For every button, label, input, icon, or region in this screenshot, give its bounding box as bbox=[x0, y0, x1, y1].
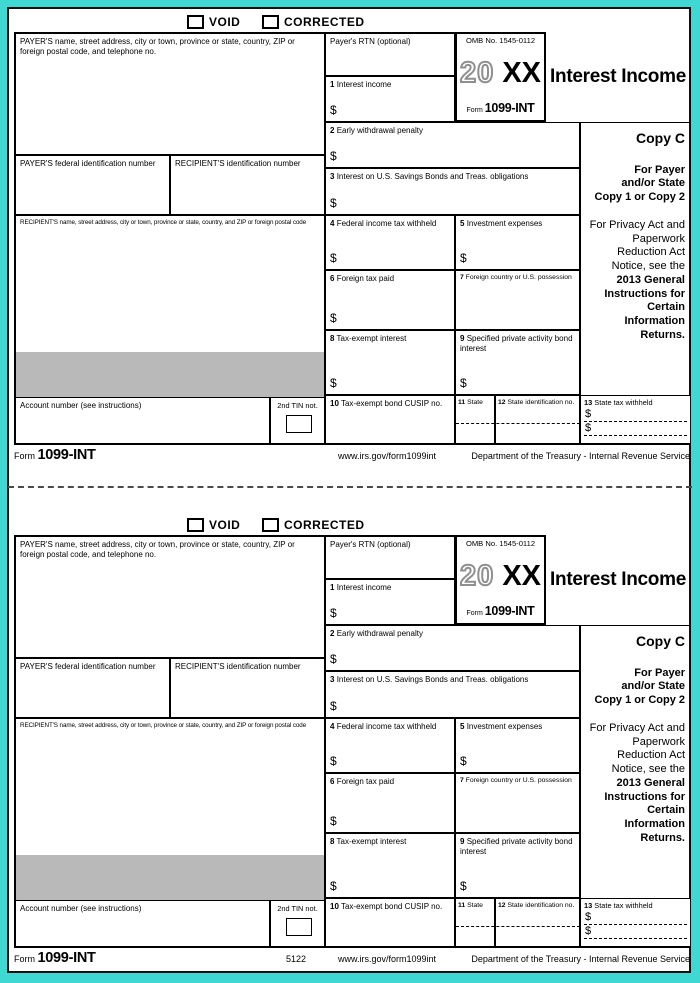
box3-number: 3 bbox=[330, 675, 335, 684]
box9-number: 9 bbox=[460, 334, 465, 343]
box13-label: State tax withheld bbox=[594, 901, 653, 910]
dollar-sign: $ bbox=[585, 421, 592, 434]
box1-label: Interest income bbox=[336, 583, 392, 592]
payer-rtn-field[interactable] bbox=[325, 535, 455, 579]
dollar-sign: $ bbox=[330, 754, 337, 769]
recipient-id-label: RECIPIENT'S identification number bbox=[175, 662, 301, 671]
shaded-bar bbox=[14, 855, 325, 900]
void-checkbox[interactable] bbox=[187, 518, 204, 532]
box1-number: 1 bbox=[330, 583, 335, 592]
state-tax-amount-row-1[interactable] bbox=[584, 911, 687, 925]
box12-state-id-field[interactable] bbox=[495, 898, 580, 948]
box10-number: 10 bbox=[330, 902, 339, 911]
footer-form-word: Form bbox=[14, 451, 35, 461]
box12-state-id-field[interactable] bbox=[495, 395, 580, 445]
box5-investment-expenses-field[interactable] bbox=[455, 215, 580, 270]
dollar-sign: $ bbox=[460, 251, 467, 266]
box12-number: 12 bbox=[498, 902, 506, 909]
account-number-field[interactable] bbox=[14, 900, 270, 948]
second-tin-label: 2nd TIN not. bbox=[277, 401, 318, 410]
recipient-id-field[interactable] bbox=[170, 658, 325, 718]
footer-department: Department of the Treasury - Internal Revenue Service bbox=[471, 451, 690, 461]
dollar-sign: $ bbox=[330, 376, 337, 391]
box13-number: 13 bbox=[584, 398, 593, 407]
void-label: VOID bbox=[209, 15, 241, 29]
void-checkbox[interactable] bbox=[187, 15, 204, 29]
second-tin-checkbox[interactable] bbox=[286, 415, 312, 433]
box10-cusip-field[interactable] bbox=[325, 395, 455, 445]
box9-label: Specified private activity bond interest bbox=[460, 334, 573, 354]
recipient-id-field[interactable] bbox=[170, 155, 325, 215]
payer-name-field[interactable] bbox=[14, 535, 325, 658]
box7-foreign-country-field[interactable] bbox=[455, 773, 580, 833]
privacy-note-bold: 2013 General Instructions for Certain Information Returns. bbox=[604, 273, 685, 341]
box9-private-activity-bond-field[interactable] bbox=[455, 330, 580, 395]
box4-number: 4 bbox=[330, 219, 335, 228]
omb-year-box bbox=[455, 32, 546, 122]
box5-number: 5 bbox=[460, 219, 465, 228]
dollar-sign: $ bbox=[330, 103, 337, 118]
box5-label: Investment expenses bbox=[466, 219, 543, 228]
box3-savings-bonds-field[interactable] bbox=[325, 671, 580, 718]
corrected-checkbox[interactable] bbox=[262, 518, 279, 532]
footer-department: Department of the Treasury - Internal Revenue Service bbox=[471, 954, 690, 964]
box7-label: Foreign country or U.S. possession bbox=[465, 274, 572, 281]
dollar-sign: $ bbox=[330, 606, 337, 621]
footer-form-number bbox=[14, 950, 96, 966]
box9-private-activity-bond-field[interactable] bbox=[455, 833, 580, 898]
box10-label: Tax-exempt bond CUSIP no. bbox=[340, 399, 443, 408]
box6-foreign-tax-field[interactable] bbox=[325, 773, 455, 833]
year-xx: XX bbox=[502, 559, 541, 592]
payer-name-label: PAYER'S name, street address, city or town, province or state, country, ZIP or foreign postal code, and telephone no. bbox=[20, 37, 295, 57]
box1-label: Interest income bbox=[336, 80, 392, 89]
recipient-name-label: RECIPIENT'S name, street address, city or town, province or state, country, and ZIP or foreign postal code bbox=[20, 219, 307, 226]
account-number-label: Account number (see instructions) bbox=[20, 904, 142, 913]
box6-number: 6 bbox=[330, 777, 335, 786]
recipient-id-label: RECIPIENT'S identification number bbox=[175, 159, 301, 168]
print-code: 5122 bbox=[286, 954, 307, 964]
omb-number: OMB No. 1545-0112 bbox=[465, 539, 536, 548]
privacy-act-note bbox=[585, 219, 685, 343]
box4-number: 4 bbox=[330, 722, 335, 731]
box13-number: 13 bbox=[584, 901, 593, 910]
box9-number: 9 bbox=[460, 837, 465, 846]
dollar-sign: $ bbox=[585, 910, 592, 923]
dollar-sign: $ bbox=[460, 754, 467, 769]
footer-form-word: Form bbox=[14, 954, 35, 964]
box5-investment-expenses-field[interactable] bbox=[455, 718, 580, 773]
dollar-sign: $ bbox=[460, 879, 467, 894]
box11-state-field[interactable] bbox=[455, 395, 495, 445]
state-row-dashed-line bbox=[456, 926, 580, 927]
box12-number: 12 bbox=[498, 399, 506, 406]
box6-label: Foreign tax paid bbox=[336, 274, 395, 283]
box6-foreign-tax-field[interactable] bbox=[325, 270, 455, 330]
box4-label: Federal income tax withheld bbox=[336, 722, 437, 731]
copy-info-column bbox=[580, 625, 690, 898]
dollar-sign: $ bbox=[330, 196, 337, 211]
payer-fid-label: PAYER'S federal identification number bbox=[20, 662, 156, 671]
dollar-sign: $ bbox=[460, 376, 467, 391]
state-tax-amount-row-2[interactable] bbox=[584, 925, 687, 939]
box8-label: Tax-exempt interest bbox=[336, 334, 407, 343]
copy-c-label: Copy C bbox=[636, 633, 685, 649]
cut-line-dashed-separator bbox=[8, 486, 692, 488]
box6-label: Foreign tax paid bbox=[336, 777, 395, 786]
dollar-sign: $ bbox=[585, 407, 592, 420]
form-title bbox=[546, 535, 690, 625]
form-title-text: Interest Income bbox=[550, 65, 686, 87]
state-row-dashed-line bbox=[456, 423, 580, 424]
for-payer-line-2: and/or State bbox=[621, 680, 685, 693]
recipient-name-field[interactable] bbox=[14, 215, 325, 352]
payer-name-field[interactable] bbox=[14, 32, 325, 155]
form-number: 1099-INT bbox=[484, 100, 535, 115]
shaded-bar bbox=[14, 352, 325, 397]
form-word: Form bbox=[466, 106, 483, 114]
void-label: VOID bbox=[209, 518, 241, 532]
for-payer-note bbox=[585, 667, 685, 707]
for-payer-line-1: For Payer bbox=[634, 667, 685, 680]
box10-cusip-field[interactable] bbox=[325, 898, 455, 948]
state-tax-amount-row-1[interactable] bbox=[584, 408, 687, 422]
payer-fid-field[interactable] bbox=[14, 658, 170, 718]
second-tin-cell bbox=[270, 397, 325, 445]
recipient-name-field[interactable] bbox=[14, 718, 325, 855]
dollar-sign: $ bbox=[330, 814, 337, 829]
box1-number: 1 bbox=[330, 80, 335, 89]
copy-c-label: Copy C bbox=[636, 130, 685, 146]
box11-label: State bbox=[467, 902, 483, 909]
dollar-sign: $ bbox=[330, 251, 337, 266]
box12-label: State identification no. bbox=[507, 399, 575, 406]
dollar-sign: $ bbox=[330, 311, 337, 326]
year-outline: 20 bbox=[459, 559, 495, 592]
corrected-label: CORRECTED bbox=[284, 15, 365, 29]
box3-label: Interest on U.S. Savings Bonds and Treas. obligations bbox=[336, 172, 529, 181]
box4-fed-tax-withheld-field[interactable] bbox=[325, 718, 455, 773]
for-payer-line-1: For Payer bbox=[634, 164, 685, 177]
form-number: 1099-INT bbox=[484, 603, 535, 618]
payer-rtn-label: Payer's RTN (optional) bbox=[330, 37, 411, 46]
box8-number: 8 bbox=[330, 334, 335, 343]
form-title-text: Interest Income bbox=[550, 568, 686, 590]
box2-number: 2 bbox=[330, 629, 335, 638]
form-title bbox=[546, 32, 690, 122]
year-outline: 20 bbox=[459, 56, 495, 89]
box2-early-withdrawal-field[interactable] bbox=[325, 122, 580, 168]
box6-number: 6 bbox=[330, 274, 335, 283]
dollar-sign: $ bbox=[585, 924, 592, 937]
form-1099-int-copy-top bbox=[0, 8, 700, 480]
box2-early-withdrawal-field[interactable] bbox=[325, 625, 580, 671]
box2-number: 2 bbox=[330, 126, 335, 135]
form-1099-int-copy-bottom bbox=[0, 511, 700, 983]
box8-tax-exempt-interest-field[interactable] bbox=[325, 330, 455, 395]
box7-number: 7 bbox=[460, 777, 464, 784]
footer-form-number bbox=[14, 447, 96, 463]
box2-label: Early withdrawal penalty bbox=[336, 629, 423, 638]
state-tax-amount-row-2[interactable] bbox=[584, 422, 687, 436]
copy-info-column bbox=[580, 122, 690, 395]
box5-label: Investment expenses bbox=[466, 722, 543, 731]
dollar-sign: $ bbox=[330, 149, 337, 164]
corrected-checkbox[interactable] bbox=[262, 15, 279, 29]
box11-number: 11 bbox=[458, 902, 466, 909]
box13-label: State tax withheld bbox=[594, 398, 653, 407]
box12-label: State identification no. bbox=[507, 902, 575, 909]
dollar-sign: $ bbox=[330, 879, 337, 894]
box8-tax-exempt-interest-field[interactable] bbox=[325, 833, 455, 898]
box4-fed-tax-withheld-field[interactable] bbox=[325, 215, 455, 270]
second-tin-label: 2nd TIN not. bbox=[277, 904, 318, 913]
box3-number: 3 bbox=[330, 172, 335, 181]
box11-state-field[interactable] bbox=[455, 898, 495, 948]
form-word: Form bbox=[466, 609, 483, 617]
payer-fid-field[interactable] bbox=[14, 155, 170, 215]
payer-name-label: PAYER'S name, street address, city or town, province or state, country, ZIP or foreign postal code, and telephone no. bbox=[20, 540, 295, 560]
box11-number: 11 bbox=[458, 399, 466, 406]
box2-label: Early withdrawal penalty bbox=[336, 126, 423, 135]
for-payer-line-3: Copy 1 or Copy 2 bbox=[594, 190, 685, 203]
corrected-label: CORRECTED bbox=[284, 518, 365, 532]
box8-number: 8 bbox=[330, 837, 335, 846]
payer-rtn-label: Payer's RTN (optional) bbox=[330, 540, 411, 549]
dollar-sign: $ bbox=[330, 699, 337, 714]
privacy-note-bold: 2013 General Instructions for Certain Information Returns. bbox=[604, 776, 685, 844]
footer-form-number-text: 1099-INT bbox=[37, 447, 96, 463]
for-payer-line-2: and/or State bbox=[621, 177, 685, 190]
payer-rtn-field[interactable] bbox=[325, 32, 455, 76]
for-payer-note bbox=[585, 164, 685, 204]
omb-number: OMB No. 1545-0112 bbox=[465, 36, 536, 45]
recipient-name-label: RECIPIENT'S name, street address, city or town, province or state, country, and ZIP or foreign postal code bbox=[20, 722, 307, 729]
privacy-act-note bbox=[585, 722, 685, 846]
account-number-label: Account number (see instructions) bbox=[20, 401, 142, 410]
box8-label: Tax-exempt interest bbox=[336, 837, 407, 846]
footer-irs-url[interactable]: www.irs.gov/form1099int bbox=[338, 954, 437, 964]
box4-label: Federal income tax withheld bbox=[336, 219, 437, 228]
box7-foreign-country-field[interactable] bbox=[455, 270, 580, 330]
box5-number: 5 bbox=[460, 722, 465, 731]
second-tin-cell bbox=[270, 900, 325, 948]
box10-number: 10 bbox=[330, 399, 339, 408]
footer-irs-url[interactable]: www.irs.gov/form1099int bbox=[338, 451, 437, 461]
box10-label: Tax-exempt bond CUSIP no. bbox=[340, 902, 443, 911]
box7-number: 7 bbox=[460, 274, 464, 281]
payer-fid-label: PAYER'S federal identification number bbox=[20, 159, 156, 168]
box7-label: Foreign country or U.S. possession bbox=[465, 777, 572, 784]
box1-interest-income-field[interactable] bbox=[325, 76, 455, 122]
box13-state-tax-field[interactable] bbox=[580, 898, 690, 948]
footer-form-number-text: 1099-INT bbox=[37, 950, 96, 966]
box3-savings-bonds-field[interactable] bbox=[325, 168, 580, 215]
omb-year-box bbox=[455, 535, 546, 625]
account-number-field[interactable] bbox=[14, 397, 270, 445]
box13-state-tax-field[interactable] bbox=[580, 395, 690, 445]
box1-interest-income-field[interactable] bbox=[325, 579, 455, 625]
box11-label: State bbox=[467, 399, 483, 406]
dollar-sign: $ bbox=[330, 652, 337, 667]
box3-label: Interest on U.S. Savings Bonds and Treas. obligations bbox=[336, 675, 529, 684]
for-payer-line-3: Copy 1 or Copy 2 bbox=[594, 693, 685, 706]
box9-label: Specified private activity bond interest bbox=[460, 837, 573, 857]
privacy-note-normal: For Privacy Act and Paperwork Reduction Act Notice, see the bbox=[589, 721, 685, 775]
second-tin-checkbox[interactable] bbox=[286, 918, 312, 936]
year-xx: XX bbox=[502, 56, 541, 89]
privacy-note-normal: For Privacy Act and Paperwork Reduction Act Notice, see the bbox=[589, 218, 685, 272]
